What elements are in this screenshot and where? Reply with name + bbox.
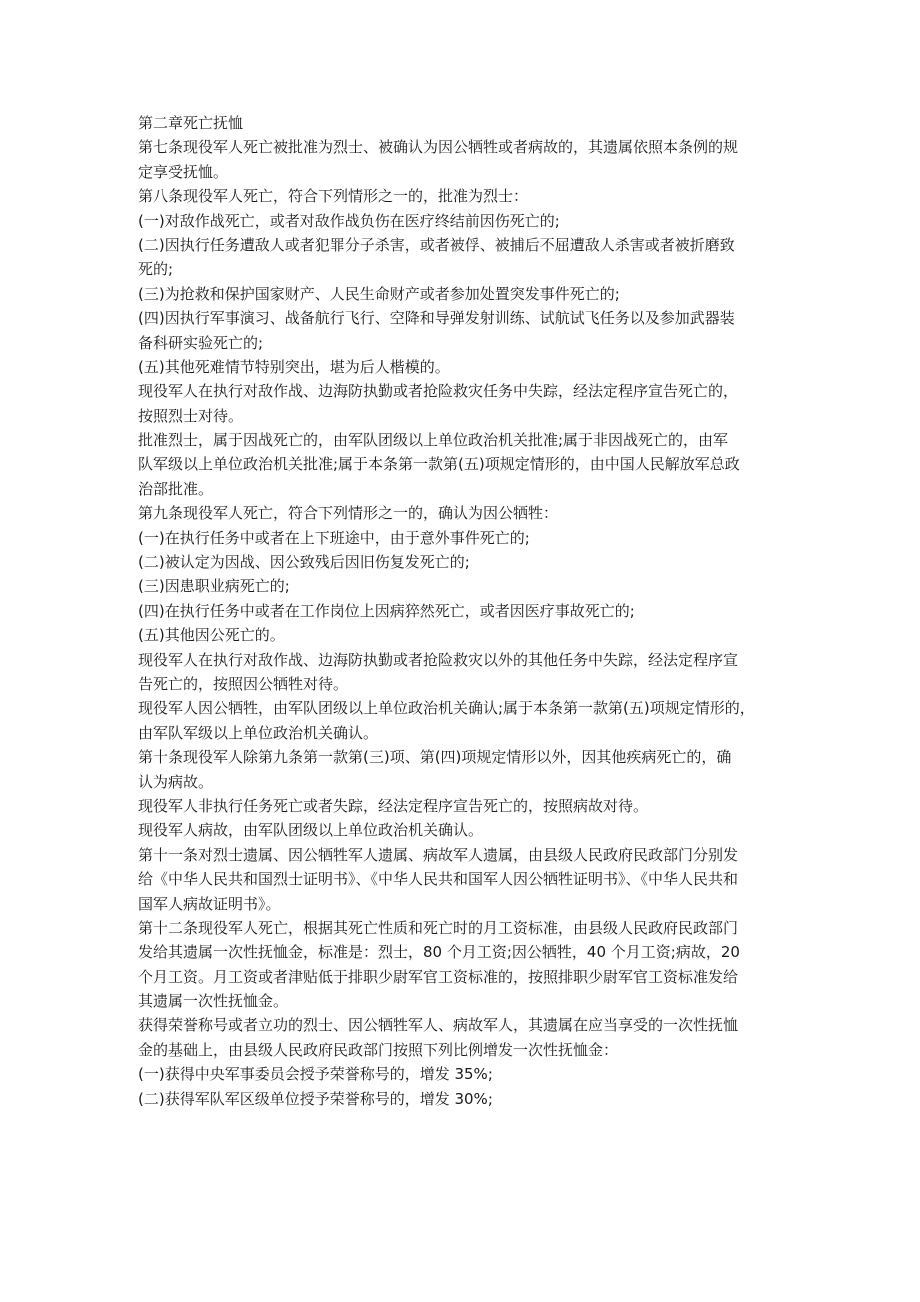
document-line: 批准烈士，属于因战死亡的，由军队团级以上单位政治机关批准;属于非因战死亡的，由军 <box>138 431 729 450</box>
document-line: 现役军人病故，由军队团级以上单位政治机关确认。 <box>138 821 484 840</box>
document-line: (一)对敌作战死亡，或者对敌作战负伤在医疗终结前因伤死亡的; <box>138 211 560 230</box>
document-line: 第七条现役军人死亡被批准为烈士、被确认为因公牺牲或者病故的，其遗属依照本条例的规 <box>138 138 739 157</box>
document-line: (四)因执行军事演习、战备航行飞行、空降和导弹发射训练、试航试飞任务以及参加武器装 <box>138 309 735 328</box>
document-line: (二)被认定为因战、因公致残后因旧伤复发死亡的; <box>138 553 470 572</box>
document-line: 由军队军级以上单位政治机关确认。 <box>138 723 379 742</box>
document-line: (二)获得军队军区级单位授予荣誉称号的，增发 30%; <box>138 1089 493 1108</box>
document-body <box>138 111 786 1111</box>
document-line: 备科研实验死亡的; <box>138 333 264 352</box>
document-line: (二)因执行任务遭敌人或者犯罪分子杀害，或者被俘、被捕后不屈遭敌人杀害或者被折磨致 <box>138 235 735 254</box>
document-line: (三)因患职业病死亡的; <box>138 577 290 596</box>
document-line: 现役军人因公牺牲，由军队团级以上单位政治机关确认;属于本条第一款第(五)项规定情形的， <box>138 699 755 718</box>
document-line: 国军人病故证明书》。 <box>138 894 281 913</box>
document-line: 告死亡的，按照因公牺牲对待。 <box>138 674 349 693</box>
document-line: (五)其他因公死亡的。 <box>138 626 285 645</box>
document-line: 死的; <box>138 260 174 279</box>
document-line: (三)为抢救和保护国家财产、人民生命财产或者参加处置突发事件死亡的; <box>138 284 620 303</box>
document-line: 现役军人非执行任务死亡或者失踪，经法定程序宣告死亡的，按照病故对待。 <box>138 796 649 815</box>
document-line: 金的基础上，由县级人民政府民政部门按照下列比例增发一次性抚恤金： <box>138 1040 619 1059</box>
document-line: 第十条现役军人除第九条第一款第(三)项、第(四)项规定情形以外，因其他疾病死亡的，确 <box>138 748 732 767</box>
document-line: 第九条现役军人死亡，符合下列情形之一的，确认为因公牺牲： <box>138 504 559 523</box>
document-line: 队军级以上单位政治机关批准;属于本条第一款第(五)项规定情形的，由中国人民解放军总政 <box>138 455 740 474</box>
document-line: 治部批准。 <box>138 479 214 498</box>
document-line: (一)在执行任务中或者在上下班途中，由于意外事件死亡的; <box>138 528 530 547</box>
document-line: 现役军人在执行对敌作战、边海防执勤或者抢险救灾任务中失踪，经法定程序宣告死亡的， <box>138 382 739 401</box>
document-line: (四)在执行任务中或者在工作岗位上因病猝然死亡，或者因医疗事故死亡的; <box>138 601 635 620</box>
document-line: 个月工资。月工资或者津贴低于排职少尉军官工资标准的，按照排职少尉军官工资标准发给 <box>138 967 739 986</box>
document-line: (五)其他死难情节特别突出，堪为后人楷模的。 <box>138 357 450 376</box>
document-line: 第八条现役军人死亡，符合下列情形之一的，批准为烈士： <box>138 187 529 206</box>
document-line: 第十一条对烈士遗属、因公牺牲军人遗属、病故军人遗属，由县级人民政府民政部门分别发 <box>138 845 739 864</box>
document-line: 发给其遗属一次性抚恤金，标准是：烈士，80 个月工资;因公牺牲，40 个月工资;病故，20 <box>138 943 740 962</box>
document-line: 第十二条现役军人死亡，根据其死亡性质和死亡时的月工资标准，由县级人民政府民政部门 <box>138 918 739 937</box>
document-line: 按照烈士对待。 <box>138 406 244 425</box>
document-line: 认为病故。 <box>138 772 214 791</box>
document-line: 定享受抚恤。 <box>138 162 229 181</box>
document-line: 给《中华人民共和国烈士证明书》、《中华人民共和国军人因公牺牲证明书》、《中华人民共和 <box>138 870 739 889</box>
document-line: 其遗属一次性抚恤金。 <box>138 992 289 1011</box>
document-line: 第二章死亡抚恤 <box>138 114 244 132</box>
document-line: (一)获得中央军事委员会授予荣誉称号的，增发 35%; <box>138 1065 493 1084</box>
document-line: 现役军人在执行对敌作战、边海防执勤或者抢险救灾以外的其他任务中失踪，经法定程序宣 <box>138 650 739 669</box>
document-line: 获得荣誉称号或者立功的烈士、因公牺牲军人、病故军人，其遗属在应当享受的一次性抚恤 <box>138 1016 739 1035</box>
